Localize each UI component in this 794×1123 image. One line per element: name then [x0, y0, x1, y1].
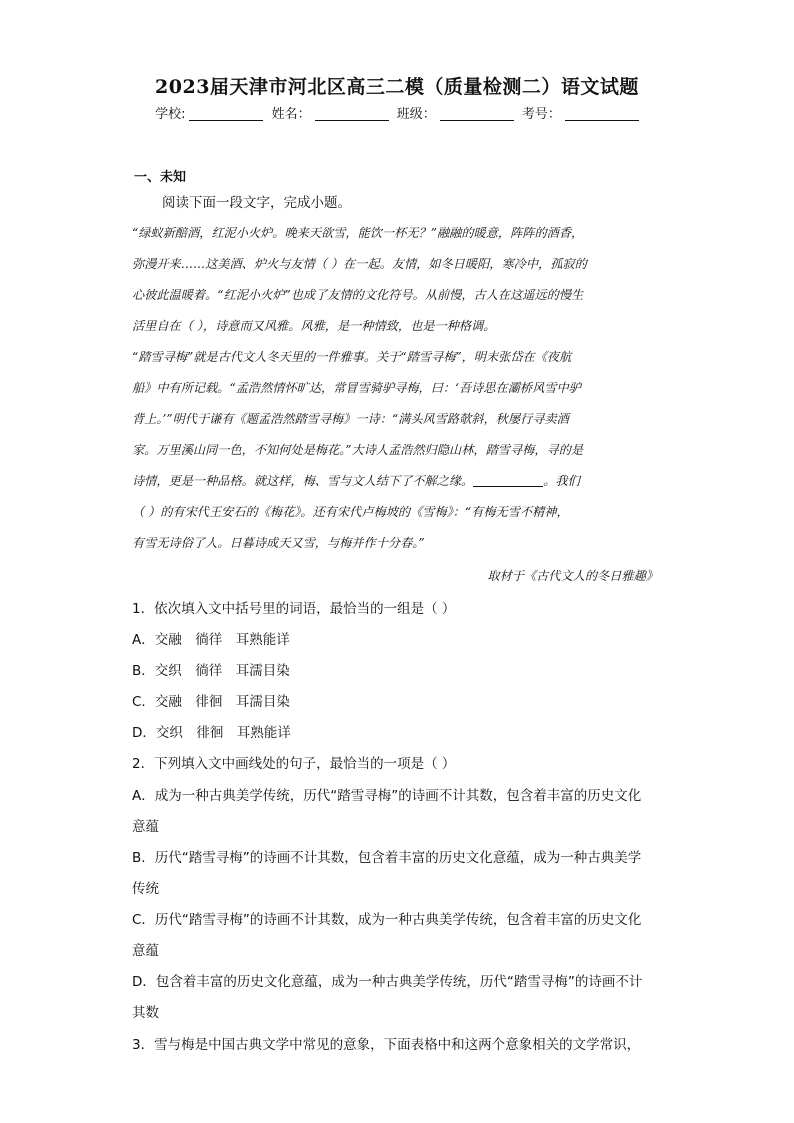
question-2-option-d-cont[interactable]: 其数: [132, 1005, 159, 1021]
question-2-option-c-cont[interactable]: 意蕴: [132, 943, 159, 959]
exam-title: 2023届天津市河北区高三二模（质量检测二）语文试题: [155, 76, 639, 98]
passage-line: “绿蚁新醅酒，红泥小火炉。晚来天欲雪，能饮一杯无？”融融的暖意，阵阵的酒香，: [132, 226, 584, 240]
passage-line-text: 诗情，更是一种品格。就这样，梅、雪与文人结下了不解之缘。: [132, 474, 474, 488]
school-label: 学校:: [155, 107, 186, 122]
passage-line: 家。万里溪山同一色，不知何处是梅花。”大诗人孟浩然归隐山林，踏雪寻梅，寻的是: [132, 443, 584, 457]
passage-line: 弥漫开来……这美酒、炉火与友情（ ）在一起。友情，如冬日暖阳，寒冷中，孤寂的: [132, 257, 587, 271]
class-label: 班级：: [396, 107, 436, 122]
question-3-stem: 3．雪与梅是中国古典文学中常见的意象，下面表格中和这两个意象相关的文学常识，: [132, 1037, 641, 1053]
question-1-option-b[interactable]: B．交织 徜徉 耳濡目染: [132, 663, 290, 679]
name-label: 姓名：: [271, 107, 311, 122]
question-1-option-d[interactable]: D．交织 徘徊 耳熟能详: [132, 725, 291, 741]
reading-passage: [132, 218, 668, 559]
question-2-option-a-cont[interactable]: 意蕴: [132, 819, 159, 835]
class-blank[interactable]: [440, 107, 514, 121]
passage-line: [132, 466, 668, 497]
question-1-option-c[interactable]: C．交融 徘徊 耳濡目染: [132, 694, 290, 710]
passage-source: 取材于《古代文人的冬日雅趣》: [487, 569, 658, 583]
passage-line: 心彼此温暖着。“红泥小火炉”也成了友情的文化符号。从前慢，古人在这遥远的慢生: [132, 288, 584, 302]
passage-line: 船》中有所记载。“孟浩然情怀旷达，常冒雪骑驴寻梅，曰：‘吾诗思在灞桥风雪中驴: [132, 381, 581, 395]
student-info-row: [0, 103, 794, 122]
passage-line: （ ）的有宋代王安石的《梅花》。还有宋代卢梅坡的《雪梅》：“有梅无雪不精神，: [132, 505, 569, 519]
passage-line: 有雪无诗俗了人。日暮诗成天又雪，与梅并作十分春。”: [132, 536, 425, 550]
passage-line-tail: 。我们: [543, 474, 580, 488]
question-2-stem: 2．下列填入文中画线处的句子，最恰当的一项是（ ）: [132, 756, 456, 772]
passage-line: 背上。’”明代于谦有《题孟浩然踏雪寻梅》一诗：“满头风雪路欹斜，秋屡行寻卖酒: [132, 412, 569, 426]
question-2-option-c[interactable]: C．历代“踏雪寻梅”的诗画不计其数，成为一种古典美学传统，包含着丰富的历史文化: [132, 912, 642, 928]
question-2-option-a[interactable]: A．成为一种古典美学传统，历代“踏雪寻梅”的诗画不计其数，包含着丰富的历史文化: [132, 788, 642, 804]
id-blank[interactable]: [565, 107, 639, 121]
question-1-option-a[interactable]: A．交融 徜徉 耳熟能详: [132, 632, 290, 648]
question-2-option-b-cont[interactable]: 传统: [132, 881, 159, 897]
passage-line: “踏雪寻梅”就是古代文人冬天里的一件雅事。关于“踏雪寻梅”，明末张岱在《夜航: [132, 350, 572, 364]
name-blank[interactable]: [315, 107, 389, 121]
section-heading: 一、未知: [134, 170, 187, 185]
question-1-stem: 1．依次填入文中括号里的词语，最恰当的一组是（ ）: [132, 601, 456, 617]
school-blank[interactable]: [189, 107, 263, 121]
reading-instruction: 阅读下面一段文字，完成小题。: [162, 195, 351, 211]
question-2-option-d[interactable]: D．包含着丰富的历史文化意蕴，成为一种古典美学传统，历代“踏雪寻梅”的诗画不计: [132, 974, 643, 990]
question-2-option-b[interactable]: B．历代“踏雪寻梅”的诗画不计其数，包含着丰富的历史文化意蕴，成为一种古典美学: [132, 850, 642, 866]
passage-line: 活里自在（ ），诗意而又风雅。风雅，是一种情致，也是一种格调。: [132, 319, 496, 333]
id-label: 考号：: [521, 107, 561, 122]
underlined-blank: [473, 474, 543, 487]
